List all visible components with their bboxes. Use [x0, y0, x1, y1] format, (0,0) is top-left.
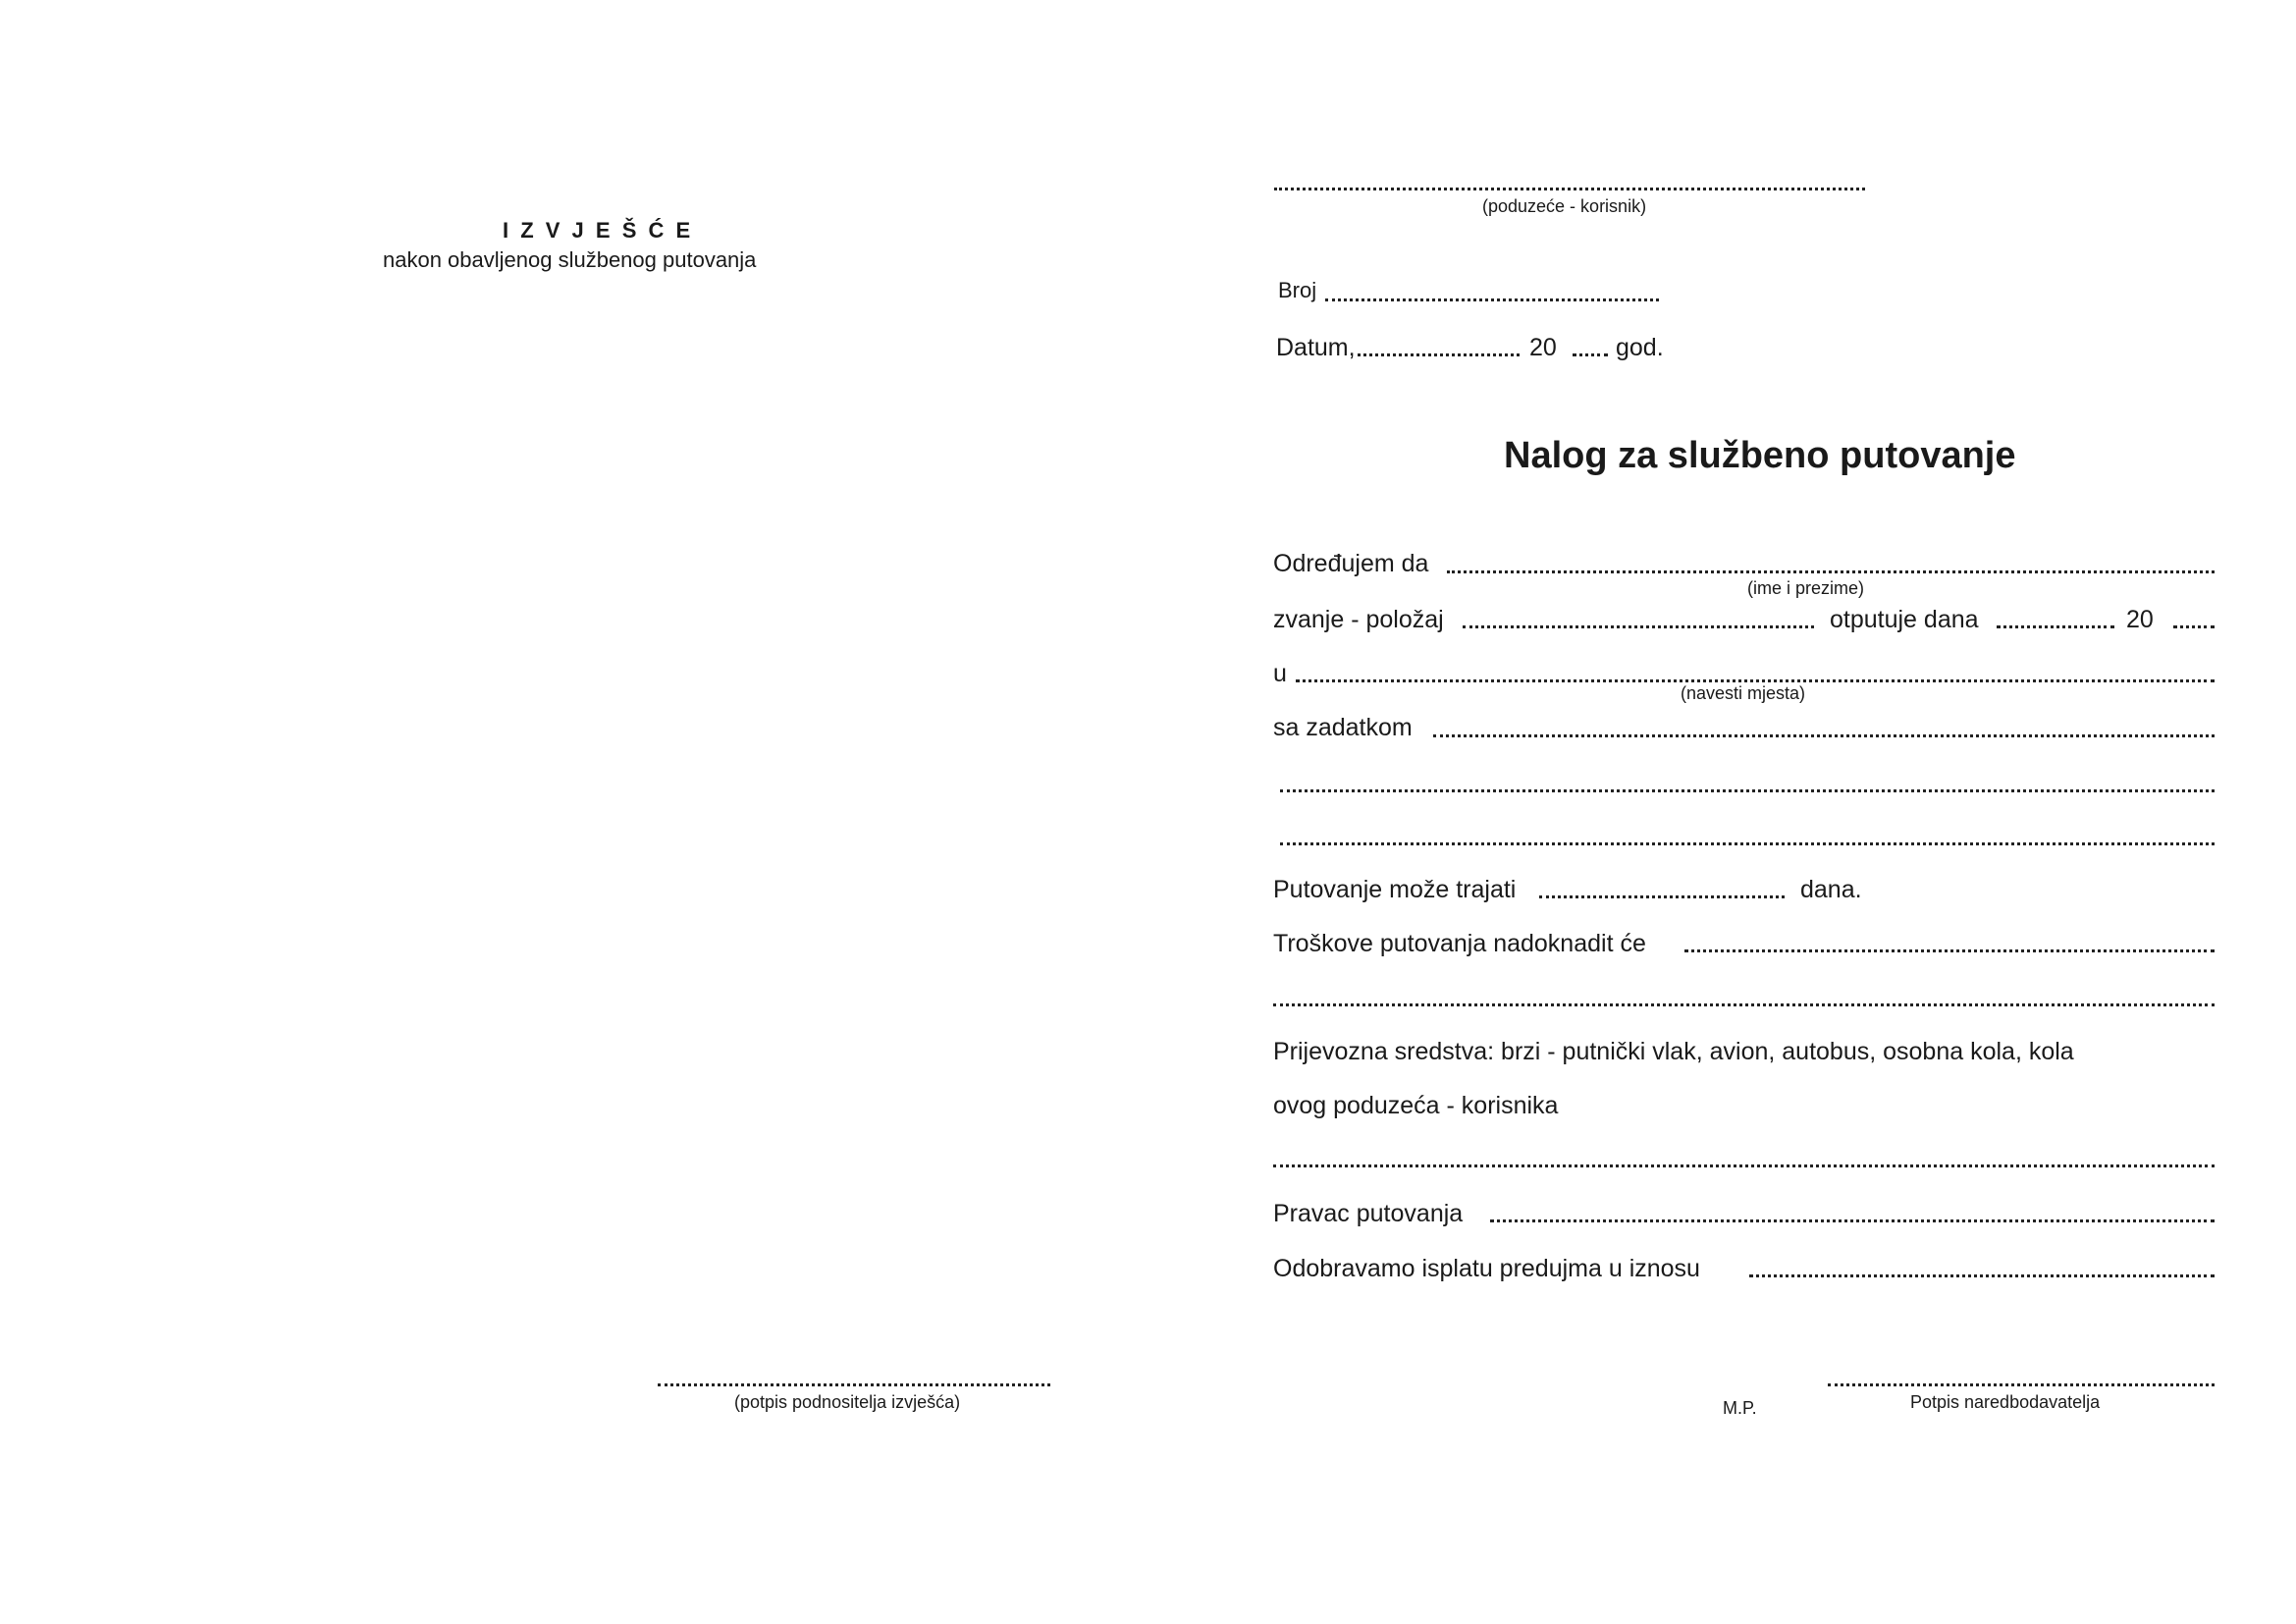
prijevozna-line-2: ovog poduzeća - korisnika — [1273, 1092, 1559, 1119]
zadatak-field-2[interactable] — [1280, 789, 2215, 792]
company-caption: (poduzeće - korisnik) — [1482, 196, 1647, 216]
broj-label: Broj — [1278, 278, 1317, 302]
zadatak-field-3[interactable] — [1280, 842, 2215, 845]
report-title: I Z V J E Š Ć E — [503, 218, 694, 243]
name-caption: (ime i prezime) — [1747, 578, 1865, 598]
zvanje-label: zvanje - položaj — [1273, 606, 1444, 633]
mjesta-field[interactable] — [1296, 679, 2215, 682]
troskove-field-2[interactable] — [1273, 1003, 2215, 1006]
datum-day-field[interactable] — [1358, 353, 1520, 356]
report-signature-caption: (potpis podnositelja izvješća) — [734, 1392, 961, 1412]
datum-god: god. — [1616, 334, 1664, 361]
otputuje-year-prefix: 20 — [2126, 606, 2154, 633]
prijevozna-field[interactable] — [1273, 1164, 2215, 1167]
zvanje-field[interactable] — [1463, 625, 1814, 628]
prijevozna-line-1: Prijevozna sredstva: brzi - putnički vlak, avion, autobus, osobna kola, kola — [1273, 1038, 2074, 1065]
zadatak-label: sa zadatkom — [1273, 714, 1413, 741]
company-field[interactable] — [1274, 188, 1865, 190]
datum-label: Datum, — [1276, 334, 1356, 361]
broj-field[interactable] — [1325, 298, 1659, 301]
odredjujem-label: Određujem da — [1273, 550, 1429, 577]
otputuje-year-field[interactable] — [2173, 625, 2215, 628]
trajati-field[interactable] — [1539, 895, 1785, 898]
nalog-signature-line[interactable] — [1828, 1383, 2215, 1386]
mp-label: M.P. — [1723, 1398, 1757, 1418]
otputuje-day-field[interactable] — [1997, 625, 2114, 628]
troskove-field-1[interactable] — [1684, 949, 2215, 952]
u-label: u — [1273, 660, 1287, 687]
troskove-label: Troškove putovanja nadoknadit će — [1273, 930, 1646, 957]
mjesta-caption: (navesti mjesta) — [1681, 683, 1806, 703]
report-signature-line[interactable] — [658, 1383, 1050, 1386]
name-field[interactable] — [1447, 570, 2215, 573]
zadatak-field-1[interactable] — [1433, 734, 2215, 737]
datum-year-prefix: 20 — [1529, 334, 1557, 361]
pravac-label: Pravac putovanja — [1273, 1200, 1464, 1227]
predujam-field[interactable] — [1749, 1274, 2215, 1277]
nalog-signature-caption: Potpis naredbodavatelja — [1910, 1392, 2101, 1412]
dana-label: dana. — [1800, 876, 1862, 903]
report-subtitle: nakon obavljenog službenog putovanja — [383, 247, 757, 272]
pravac-field[interactable] — [1490, 1219, 2215, 1222]
otputuje-label: otputuje dana — [1830, 606, 1979, 633]
trajati-label: Putovanje može trajati — [1273, 876, 1517, 903]
datum-year-field[interactable] — [1573, 353, 1608, 356]
page-title: Nalog za službeno putovanje — [1504, 435, 2016, 476]
odobravamo-label: Odobravamo isplatu predujma u iznosu — [1273, 1255, 1700, 1282]
